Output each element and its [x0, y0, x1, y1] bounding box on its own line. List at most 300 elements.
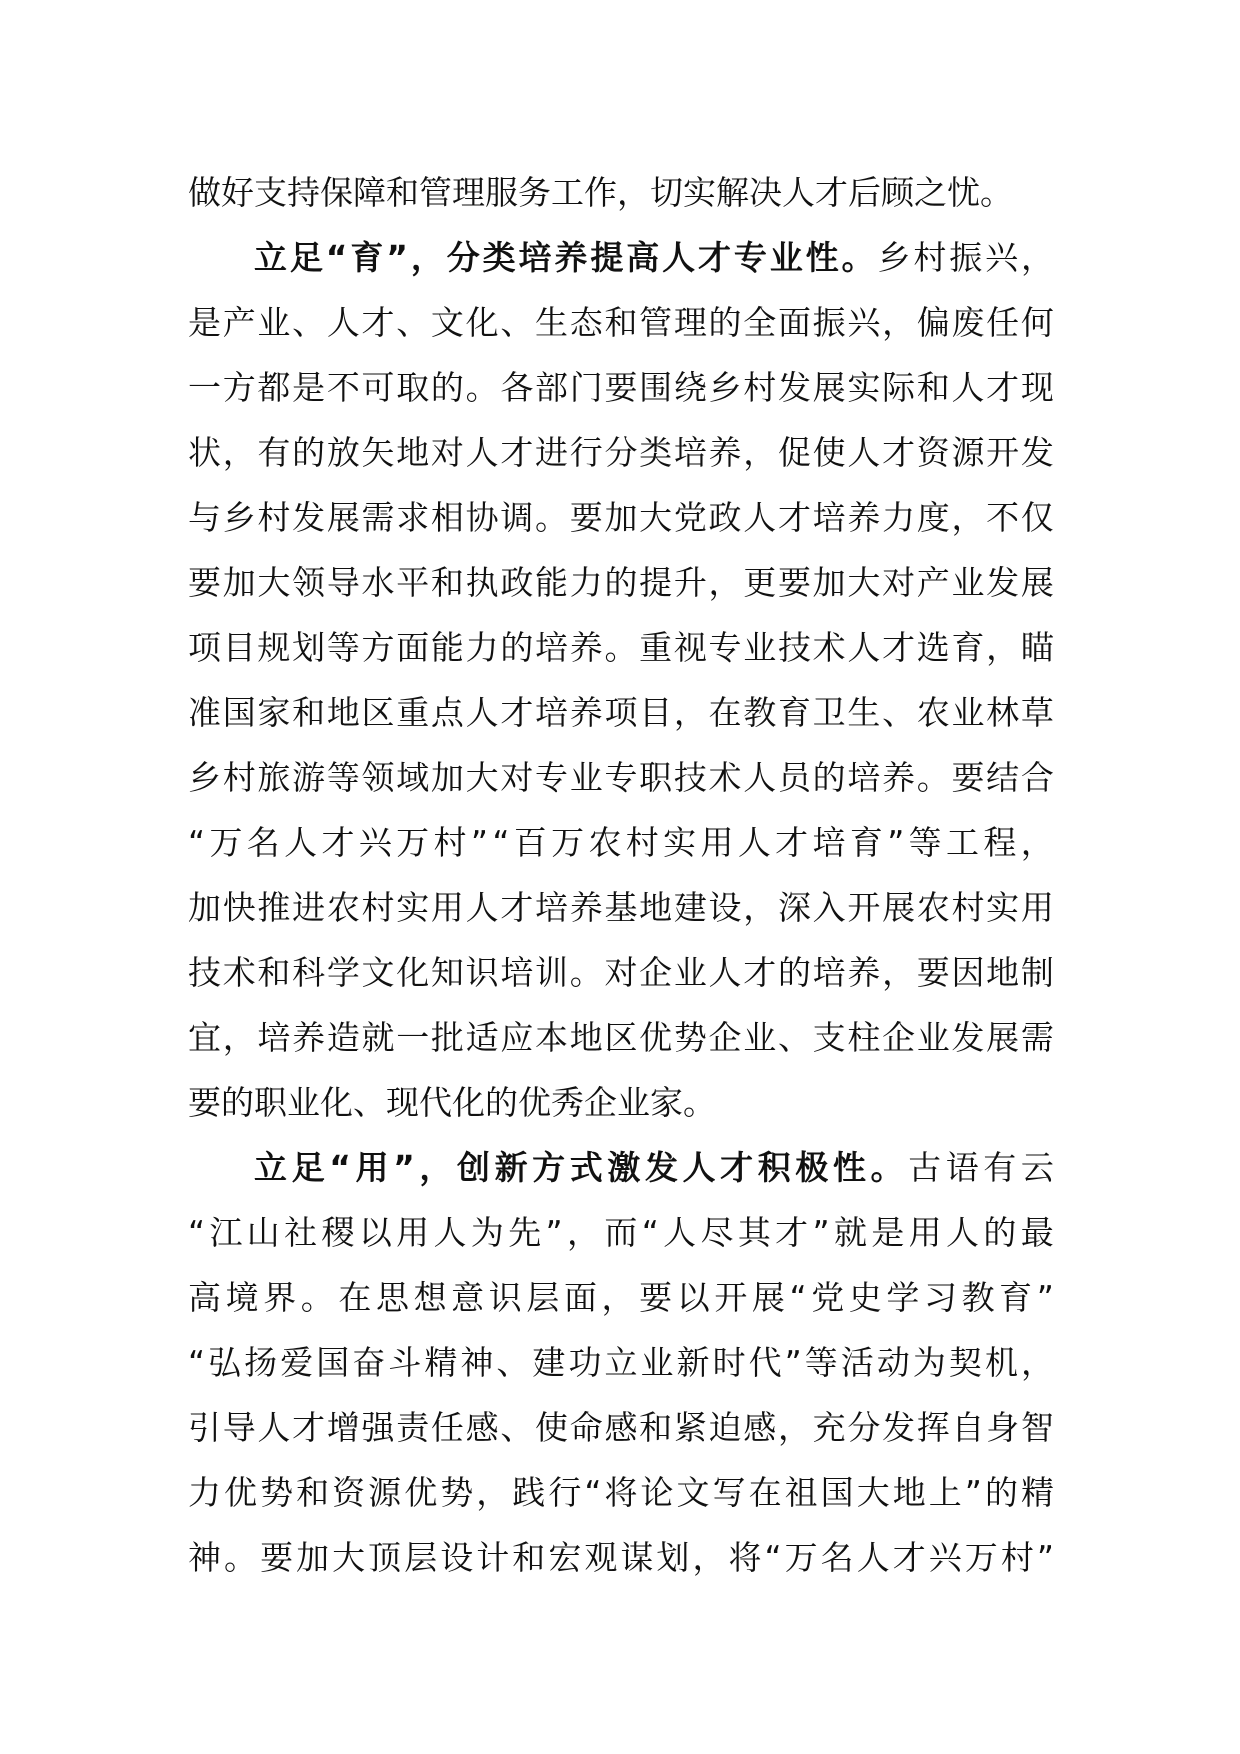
text-char: 立: [604, 1343, 638, 1382]
text-char: 增: [326, 1408, 360, 1447]
text-char: 才: [743, 953, 777, 992]
text-char: ，: [601, 1278, 635, 1317]
text-char: 万: [396, 823, 430, 862]
text-char: 在: [708, 693, 742, 732]
text-char: 、: [496, 1343, 530, 1382]
text-char: 感: [465, 1408, 499, 1447]
bold-heading-char: 才: [720, 1148, 754, 1187]
text-char: 地: [396, 433, 430, 472]
text-char: 培: [812, 953, 846, 992]
bold-heading-char: 方: [532, 1148, 566, 1187]
text-char: 培: [847, 758, 881, 797]
text-char: 人: [847, 628, 881, 667]
text-char: 家: [257, 693, 291, 732]
text-char: 培: [535, 628, 569, 667]
text-line: [188, 1395, 1054, 1460]
text-char: 偏: [916, 303, 950, 342]
text-line: [188, 550, 1054, 615]
text-char: 划: [656, 1538, 690, 1577]
text-char: 制: [1020, 953, 1054, 992]
text-char: 人: [847, 433, 881, 472]
text-char: 资: [332, 1473, 366, 1512]
text-char: 振: [812, 303, 846, 342]
text-char: 展: [986, 1018, 1020, 1057]
text-char: 才: [777, 498, 811, 537]
text-char: 学: [886, 1278, 920, 1317]
text-char: 人: [465, 693, 499, 732]
text-char: 、: [500, 1408, 534, 1447]
text-char: 资: [916, 433, 950, 472]
text-char: 神: [460, 1343, 494, 1382]
text-char: 自: [951, 1408, 985, 1447]
text-char: 顾: [881, 173, 914, 212]
text-char: 计: [476, 1538, 510, 1577]
text-char: 等: [804, 1343, 838, 1382]
text-char: 术: [812, 628, 846, 667]
text-char: 实: [683, 173, 716, 212]
text-char: 神: [188, 1538, 221, 1577]
text-char: 地: [892, 1473, 926, 1512]
text-char: 优: [404, 1473, 438, 1512]
text-char: “: [584, 1473, 602, 1512]
text-char: 状: [188, 433, 221, 472]
text-char: 对: [500, 758, 534, 797]
text-char: 引: [188, 1408, 221, 1447]
text-char: 力: [465, 628, 499, 667]
text-char: 分: [847, 1408, 881, 1447]
text-char: 任: [430, 1408, 464, 1447]
text-char: 的: [221, 1083, 254, 1122]
text-char: 开: [847, 888, 881, 927]
text-char: 养: [708, 433, 742, 472]
text-char: 山: [246, 1213, 280, 1252]
text-line: [188, 615, 1054, 680]
text-char: 实: [847, 368, 881, 407]
text-char: 功: [568, 1343, 602, 1382]
bold-heading-char: 提: [590, 238, 624, 277]
text-char: 产: [916, 563, 950, 602]
text-char: “: [188, 1343, 206, 1382]
bold-heading-char: 。: [841, 238, 875, 277]
text-char: 源: [368, 1473, 402, 1512]
text-char: 类: [639, 433, 673, 472]
text-char: ，: [567, 1213, 600, 1252]
text-char: 国: [316, 1343, 350, 1382]
text-char: 村: [913, 238, 947, 277]
text-char: 时: [712, 1343, 746, 1382]
text-char: 才: [500, 693, 534, 732]
text-char: 地: [326, 693, 360, 732]
text-char: 等: [326, 758, 360, 797]
text-char: 瞄: [1020, 628, 1054, 667]
text-char: 和: [386, 173, 419, 212]
text-char: 进: [292, 888, 326, 927]
text-char: 理: [673, 303, 707, 342]
text-char: 命: [569, 1408, 603, 1447]
text-char: 层: [526, 1278, 560, 1317]
text-line: [188, 940, 1054, 1005]
text-char: 现: [386, 1083, 419, 1122]
text-char: 加: [296, 1538, 330, 1577]
text-char: 万: [551, 823, 585, 862]
text-char: 、: [777, 1018, 811, 1057]
text-char: 选: [916, 628, 950, 667]
text-char: 的: [983, 1213, 1017, 1252]
text-char: 农: [588, 823, 622, 862]
text-char: 基: [604, 888, 638, 927]
text-char: 加: [430, 758, 464, 797]
text-char: 识: [488, 1278, 522, 1317]
text-char: 技: [673, 758, 707, 797]
text-char: 百: [513, 823, 547, 862]
text-char: 规: [257, 628, 291, 667]
text-char: 其: [737, 1213, 771, 1252]
bold-heading-char: 积: [757, 1148, 791, 1187]
text-char: 责: [396, 1408, 430, 1447]
text-char: 才: [361, 303, 395, 342]
text-char: 人: [433, 1213, 467, 1252]
text-char: ”: [470, 823, 488, 862]
text-char: 人: [856, 1538, 890, 1577]
text-char: 养: [847, 498, 881, 537]
text-char: 党: [673, 498, 707, 537]
bold-heading-char: 类: [482, 238, 516, 277]
text-char: 业: [916, 1018, 950, 1057]
text-char: 势: [440, 1473, 474, 1512]
text-char: 村: [222, 758, 256, 797]
text-char: 开: [986, 433, 1020, 472]
text-char: 优: [224, 1473, 258, 1512]
text-char: 万: [209, 823, 243, 862]
text-char: 一: [188, 368, 221, 407]
text-char: 才: [882, 433, 916, 472]
bold-heading-char: 激: [607, 1148, 641, 1187]
text-char: 教: [743, 693, 777, 732]
text-char: 导: [326, 563, 360, 602]
text-char: 要: [916, 953, 950, 992]
text-char: 弘: [208, 1343, 242, 1382]
text-char: 各: [500, 368, 534, 407]
text-char: ”: [545, 1213, 563, 1252]
text-char: 和: [512, 1538, 546, 1577]
text-char: 项: [604, 693, 638, 732]
text-char: 解: [716, 173, 749, 212]
text-char: 生: [847, 693, 881, 732]
text-char: 和: [639, 1408, 673, 1447]
text-char: 人: [782, 173, 815, 212]
text-char: ，: [1021, 238, 1054, 277]
text-char: 教: [961, 1278, 995, 1317]
text-line: [188, 355, 1054, 420]
bold-heading-char: 新: [494, 1148, 528, 1187]
text-char: 围: [639, 368, 673, 407]
text-line: [188, 225, 1054, 290]
text-char: 人: [663, 1213, 697, 1252]
text-char: “: [641, 1213, 659, 1252]
text-char: 的: [485, 1083, 518, 1122]
text-char: ”: [964, 1473, 982, 1512]
text-char: 乡: [708, 368, 742, 407]
text-char: 企: [584, 1083, 617, 1122]
text-char: 为: [912, 1343, 946, 1382]
text-char: 兴: [928, 1538, 962, 1577]
text-char: 奋: [352, 1343, 386, 1382]
text-char: 养: [569, 628, 603, 667]
text-char: 文: [430, 303, 464, 342]
text-char: 村: [361, 888, 395, 927]
text-char: 执: [465, 563, 499, 602]
text-char: 用: [1020, 888, 1054, 927]
text-char: 将: [728, 1538, 762, 1577]
text-char: 障: [353, 173, 386, 212]
text-char: 柱: [847, 1018, 881, 1057]
text-char: 要: [604, 368, 638, 407]
text-char: 养: [569, 693, 603, 732]
text-char: ，: [1020, 1343, 1054, 1382]
text-char: 化: [320, 1083, 353, 1122]
text-char: 结: [986, 758, 1020, 797]
text-char: 人: [465, 433, 499, 472]
text-char: 设: [440, 1538, 474, 1577]
text-line: [188, 1200, 1054, 1265]
text-char: 技: [188, 953, 221, 992]
text-char: 对: [882, 563, 916, 602]
text-char: 作: [584, 173, 617, 212]
text-char: 人: [951, 368, 985, 407]
text-char: 全: [743, 303, 777, 342]
text-char: 术: [708, 758, 742, 797]
text-char: 更: [743, 563, 777, 602]
text-char: 、: [292, 303, 326, 342]
text-char: 领: [361, 758, 395, 797]
text-char: 人: [743, 498, 777, 537]
text-char: 需: [1020, 1018, 1054, 1057]
text-char: 的: [708, 303, 742, 342]
text-char: 。: [300, 1278, 334, 1317]
text-char: 秀: [551, 1083, 584, 1122]
bold-heading-char: 性: [805, 238, 839, 277]
text-char: 实: [986, 888, 1020, 927]
text-char: 农: [326, 888, 360, 927]
text-char: 为: [470, 1213, 504, 1252]
text-char: 后: [848, 173, 881, 212]
text-char: 以: [676, 1278, 710, 1317]
text-char: 工: [946, 823, 979, 862]
text-char: ，: [708, 563, 742, 602]
text-char: 协: [465, 498, 499, 537]
text-line: [188, 1135, 1054, 1200]
text-char: 和: [604, 303, 638, 342]
text-char: 用: [430, 888, 464, 927]
text-char: ，: [743, 888, 777, 927]
text-char: 训: [535, 953, 569, 992]
text-char: 习: [923, 1278, 957, 1317]
text-char: 宏: [548, 1538, 582, 1577]
text-char: 对: [430, 433, 464, 472]
text-char: 都: [257, 368, 291, 407]
text-char: 展: [1020, 563, 1054, 602]
text-char: 切: [650, 173, 683, 212]
text-char: 等: [908, 823, 942, 862]
bold-heading-char: 养: [554, 238, 588, 277]
text-char: 区: [604, 1018, 638, 1057]
text-char: 大: [257, 563, 291, 602]
text-char: 目: [222, 628, 256, 667]
text-char: 村: [433, 823, 467, 862]
text-char: 矢: [361, 433, 395, 472]
text-char: 学: [326, 953, 360, 992]
text-char: 稷: [321, 1213, 355, 1252]
text-char: 代: [748, 1343, 782, 1382]
text-char: 展: [326, 498, 360, 537]
bold-heading-char: 育: [350, 238, 384, 277]
text-char: 大: [847, 563, 881, 602]
text-char: 务: [518, 173, 551, 212]
text-char: 业: [743, 628, 777, 667]
text-char: 业: [569, 758, 603, 797]
text-char: 领: [292, 563, 326, 602]
text-char: 重: [639, 628, 673, 667]
text-char: 加: [188, 888, 221, 927]
text-char: 的: [777, 953, 811, 992]
text-char: 势: [260, 1473, 294, 1512]
text-char: 迫: [708, 1408, 742, 1447]
text-char: 想: [413, 1278, 447, 1317]
text-char: 充: [812, 1408, 846, 1447]
text-char: 业: [743, 1018, 777, 1057]
text-char: 人: [284, 823, 318, 862]
text-char: 业: [257, 303, 291, 342]
text-char: 养: [882, 758, 916, 797]
bold-heading-char: 创: [456, 1148, 490, 1187]
text-char: ，: [222, 1018, 256, 1057]
text-char: 。: [683, 1083, 716, 1122]
text-char: 职: [639, 758, 673, 797]
text-char: 建: [673, 888, 707, 927]
text-char: 大: [465, 758, 499, 797]
bold-heading-char: 立: [254, 1148, 287, 1187]
text-char: 践: [512, 1473, 546, 1512]
text-char: 家: [650, 1083, 683, 1122]
text-char: 契: [948, 1343, 982, 1382]
bold-heading-char: 足: [289, 238, 323, 277]
text-char: 动: [876, 1343, 910, 1382]
text-char: 与: [188, 498, 221, 537]
bold-heading-char: 才: [697, 238, 731, 277]
text-char: 能: [430, 628, 464, 667]
text-char: 管: [419, 173, 452, 212]
text-char: 育: [951, 628, 985, 667]
text-char: 需: [361, 498, 395, 537]
text-char: 爱: [280, 1343, 314, 1382]
text-char: 乡: [188, 758, 221, 797]
text-char: 术: [222, 953, 256, 992]
text-char: 专: [708, 628, 742, 667]
bold-heading-char: 用: [355, 1148, 389, 1187]
text-char: 用: [396, 1213, 430, 1252]
text-char: 和: [292, 693, 326, 732]
bold-heading-char: 。: [870, 1148, 904, 1187]
text-line: [188, 1460, 1054, 1525]
text-char: 对: [604, 953, 638, 992]
text-char: ”: [1036, 1278, 1054, 1317]
bold-heading-char: 人: [662, 238, 696, 277]
bold-heading-char: 业: [769, 238, 803, 277]
text-char: 培: [535, 693, 569, 732]
bold-heading-char: 专: [733, 238, 767, 277]
text-char: 绕: [673, 368, 707, 407]
text-char: 产: [222, 303, 256, 342]
text-char: 部: [535, 368, 569, 407]
text-char: 才: [321, 823, 355, 862]
text-char: 挥: [916, 1408, 950, 1447]
text-char: 。: [224, 1538, 258, 1577]
text-char: 目: [639, 693, 673, 732]
text-char: 合: [1020, 758, 1054, 797]
text-char: 快: [222, 888, 256, 927]
text-char: 优: [518, 1083, 551, 1122]
bold-heading-char: “: [329, 1148, 351, 1187]
bold-heading-char: 足: [291, 1148, 325, 1187]
text-char: 本: [535, 1018, 569, 1057]
text-char: ”: [784, 1343, 802, 1382]
text-char: 的: [812, 758, 846, 797]
text-char: 导: [222, 1408, 256, 1447]
text-char: 村: [257, 498, 291, 537]
text-char: 之: [914, 173, 947, 212]
text-char: 云: [1020, 1148, 1054, 1187]
text-char: 以: [358, 1213, 392, 1252]
text-char: 不: [986, 498, 1020, 537]
text-char: 力: [188, 1473, 221, 1512]
text-char: 可: [361, 368, 395, 407]
text-char: 层: [404, 1538, 438, 1577]
text-char: 而: [604, 1213, 638, 1252]
text-char: 升: [673, 563, 707, 602]
text-char: ，: [222, 433, 256, 472]
text-char: 设: [708, 888, 742, 927]
text-char: 实: [663, 823, 697, 862]
text-char: ，: [692, 1538, 726, 1577]
text-char: 、: [396, 303, 430, 342]
text-char: 才: [882, 628, 916, 667]
text-char: 林: [986, 693, 1020, 732]
text-char: 优: [639, 1018, 673, 1057]
text-char: 大: [856, 1473, 890, 1512]
text-char: ”: [1036, 1538, 1054, 1577]
text-char: 际: [882, 368, 916, 407]
text-char: 不: [326, 368, 360, 407]
bold-heading-char: 高: [626, 238, 660, 277]
bold-heading-char: 式: [569, 1148, 603, 1187]
text-line: [188, 290, 1054, 355]
bold-heading-char: 极: [795, 1148, 829, 1187]
text-char: 点: [430, 693, 464, 732]
text-char: 才: [775, 1213, 809, 1252]
text-char: 识: [465, 953, 499, 992]
text-char: 名: [246, 823, 280, 862]
text-char: 江: [209, 1213, 243, 1252]
text-char: 最: [1020, 1213, 1054, 1252]
text-char: 平: [396, 563, 430, 602]
text-char: 先: [508, 1213, 542, 1252]
text-char: 才: [892, 1538, 926, 1577]
text-char: 机: [984, 1343, 1018, 1382]
text-char: 划: [292, 628, 326, 667]
text-char: 紧: [673, 1408, 707, 1447]
text-char: 域: [396, 758, 430, 797]
text-char: 有: [983, 1148, 1017, 1187]
